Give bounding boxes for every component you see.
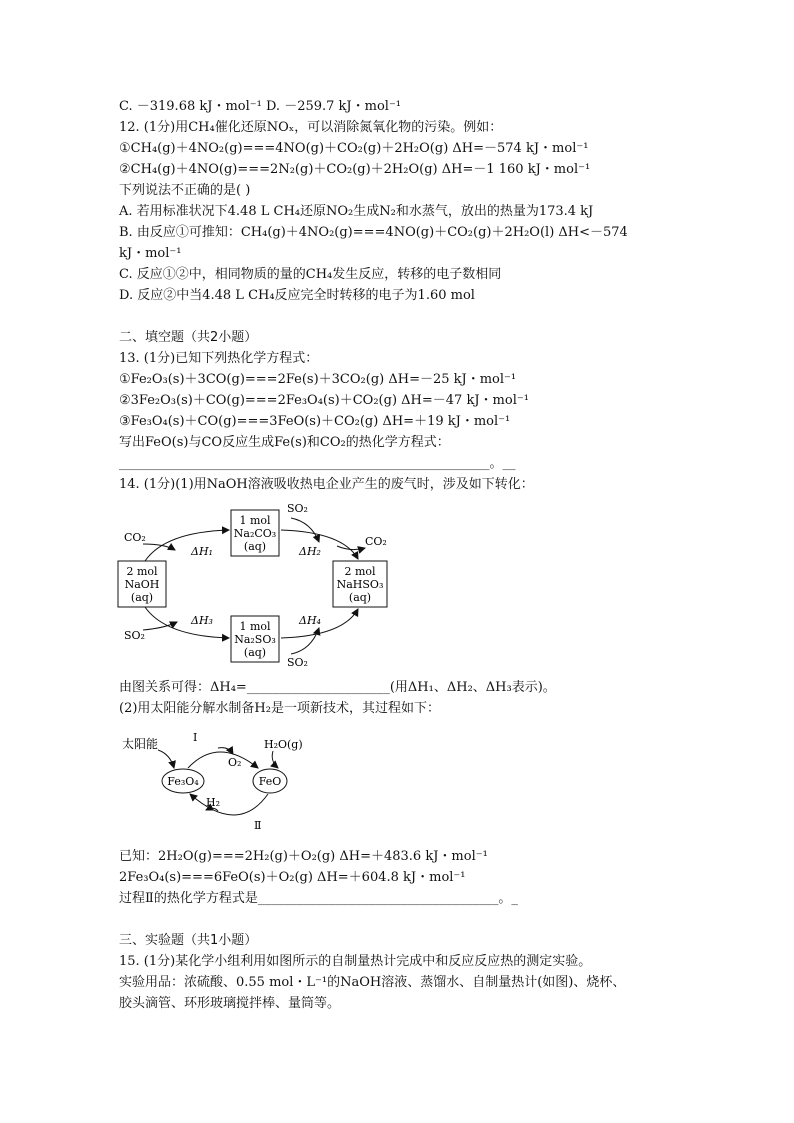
question-12-prompt: 下列说法不正确的是( ): [119, 183, 251, 198]
q13-equation-2: ②3Fe₂O₃(s)＋CO(g)===2Fe₃O₄(s)＋CO₂(g) ΔH=－47 kJ・mol⁻¹: [119, 393, 529, 408]
na2co3-state: (aq): [243, 540, 267, 553]
q14-part1-answer: 由图关系可得：ΔH₄=______________________(用ΔH₁、ΔH₂、ΔH₃表示)。: [119, 680, 556, 695]
equation-1: ①CH₄(g)＋4NO₂(g)===4NO(g)＋CO₂(g)＋2H₂O(g) ΔH=－574 kJ・mol⁻¹: [119, 141, 589, 156]
nahso3-state: (aq): [348, 591, 372, 604]
nahso3-formula: NaHSO₃: [336, 578, 384, 591]
section-2-heading: 二、填空题（共2小题）: [119, 330, 258, 345]
feo-label: FeO: [258, 775, 282, 788]
equation-2: ②CH₄(g)＋4NO(g)===2N₂(g)＋CO₂(g)＋2H₂O(g) ΔH=－1 160 kJ・mol⁻¹: [119, 162, 591, 177]
dh3-label: ΔH₃: [191, 614, 213, 627]
q13-equation-3: ③Fe₃O₄(s)＋CO(g)===3FeO(s)＋CO₂(g) ΔH=＋19 kJ・mol⁻¹: [119, 414, 511, 429]
section-3-heading: 三、实验题（共1小题）: [119, 933, 258, 948]
option-b: B. 由反应①可推知：CH₄(g)＋4NO₂(g)===4NO(g)＋CO₂(g)＋2H₂O(l) ΔH<－574: [119, 225, 628, 240]
solar-input-arrow: [158, 750, 174, 768]
so2-top-label: SO₂: [287, 502, 308, 515]
naoh-amount: 2 mol: [126, 565, 158, 578]
na2so3-formula: Na₂SO₃: [234, 633, 276, 646]
arrow-dh1: [145, 530, 229, 561]
co2-out-label: CO₂: [365, 535, 387, 548]
process-2-arrow: [190, 794, 268, 815]
solar-energy-label: 太阳能: [122, 737, 159, 751]
fe3o4-label: Fe₃O₄: [167, 775, 199, 788]
o2-label: O₂: [228, 756, 242, 769]
question-13-stem: 13. (1分)已知下列热化学方程式：: [119, 351, 319, 366]
naoh-state: (aq): [130, 591, 154, 604]
option-b-cont: kJ・mol⁻¹: [119, 246, 182, 261]
solar-water-splitting-diagram: [118, 726, 318, 836]
option-c-d: C. －319.68 kJ・mol⁻¹ D. －259.7 kJ・mol⁻¹: [119, 99, 402, 114]
so2-top-arrow: [291, 518, 319, 542]
h2o-input-arrow: [272, 751, 278, 768]
nahso3-amount: 2 mol: [344, 565, 376, 578]
q15-materials-cont: 胶头滴管、环形玻璃搅拌棒、量筒等。: [119, 996, 341, 1011]
option-a: A. 若用标准状况下4.48 L CH₄还原NO₂生成N₂和水蒸气，放出的热量为173.4 kJ: [119, 204, 594, 219]
naoh-formula: NaOH: [124, 578, 160, 591]
process-1-arrow: [188, 752, 258, 768]
na2co3-amount: 1 mol: [239, 514, 271, 527]
na2so3-amount: 1 mol: [239, 620, 271, 633]
na2co3-formula: Na₂CO₃: [233, 527, 277, 540]
na2so3-state: (aq): [243, 646, 267, 659]
q13-equation-1: ①Fe₂O₃(s)＋3CO(g)===2Fe(s)＋3CO₂(g) ΔH=－25 kJ・mol⁻¹: [119, 372, 517, 387]
question-14-stem: 14. (1分)(1)用NaOH溶液吸收热电企业产生的废气时，涉及如下转化：: [119, 477, 534, 492]
h2-label: H₂: [206, 796, 221, 809]
dh2-label: ΔH₂: [299, 545, 321, 558]
step-1-label: Ⅰ: [193, 731, 198, 744]
option-d: D. 反应②中当4.48 L CH₄反应完全时转移的电子为1.60 mol: [119, 288, 475, 303]
absorption-cycle-diagram: [115, 498, 415, 674]
so2-bottom-arrow: [291, 628, 319, 654]
step-2-label: Ⅱ: [254, 819, 262, 832]
h2o-label: H₂O(g): [264, 738, 303, 751]
question-12-stem: 12. (1分)用CH₄催化还原NOₓ，可以消除氮氧化物的污染。例如：: [119, 120, 503, 135]
so2-left-label: SO₂: [124, 629, 145, 642]
co2-in-label: CO₂: [124, 531, 146, 544]
dh1-label: ΔH₁: [191, 545, 213, 558]
q13-prompt: 写出FeO(s)与CO反应生成Fe(s)和CO₂的热化学方程式：: [119, 435, 450, 450]
question-15-stem: 15. (1分)某化学小组利用如图所示的自制量热计完成中和反应反应热的测定实验。: [119, 954, 592, 969]
arrow-dh3: [145, 607, 229, 638]
so2-bottom-label: SO₂: [287, 656, 308, 669]
co2-output-arrow: [337, 546, 365, 550]
known-equation-1: 已知：2H₂O(g)===2H₂(g)＋O₂(g) ΔH=＋483.6 kJ・mol⁻¹: [119, 849, 488, 864]
known-equation-2: 2Fe₃O₄(s)===6FeO(s)＋O₂(g) ΔH=＋604.8 kJ・mol⁻¹: [119, 870, 466, 885]
dh4-label: ΔH₄: [299, 614, 321, 627]
q15-materials: 实验用品：浓硫酸、0.55 mol・L⁻¹的NaOH溶液、蒸馏水、自制量热计(如图)、烧杯、: [119, 975, 626, 990]
q13-answer-blank: _________________________________________________________。__: [119, 456, 516, 471]
option-c: C. 反应①②中，相同物质的量的CH₄发生反应，转移的电子数相同: [119, 267, 502, 282]
q14-part2-answer-blank: 过程Ⅱ的热化学方程式是_____________________________________。_: [119, 891, 518, 906]
q14-part2-stem: (2)用太阳能分解水制备H₂是一项新技术，其过程如下：: [119, 701, 440, 716]
so2-left-arrow: [143, 622, 177, 630]
